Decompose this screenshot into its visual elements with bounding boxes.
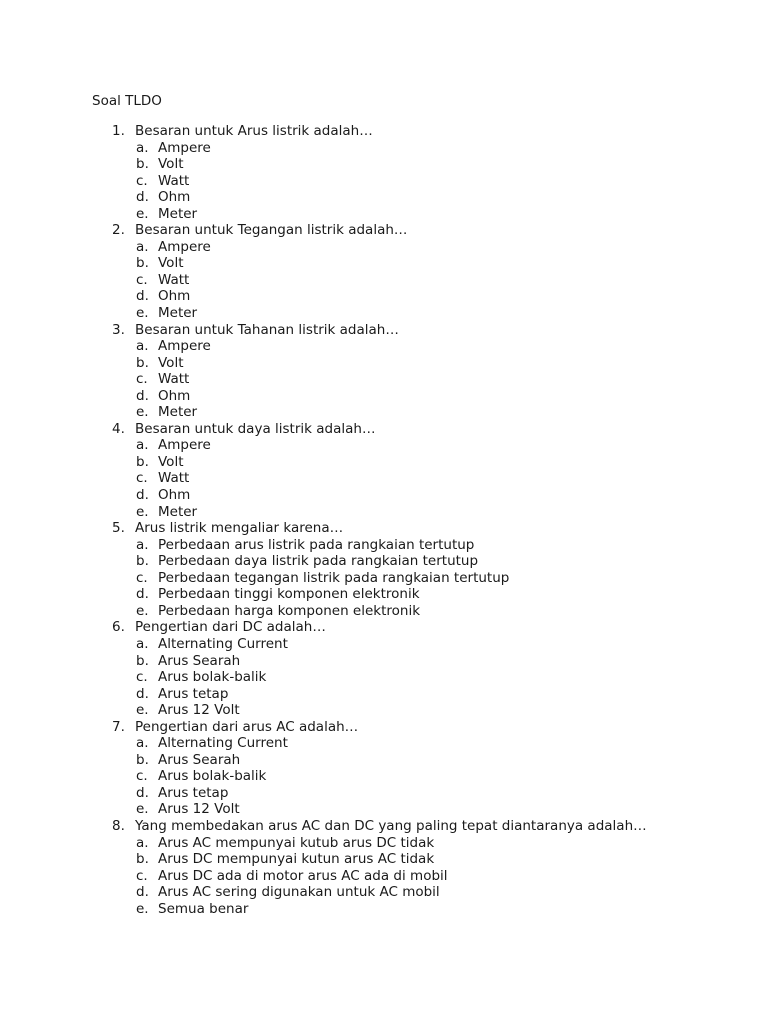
option-letter: b. (136, 851, 149, 868)
option-text: Ampere (158, 238, 211, 255)
option-text: Ohm (158, 288, 191, 305)
option-item (0, 851, 768, 868)
option-text: Perbedaan daya listrik pada rangkaian tertutup (158, 553, 479, 570)
option-letter: d. (136, 784, 149, 801)
option-text: Ohm (158, 387, 191, 404)
question-number: 6. (112, 619, 125, 636)
question-line (0, 520, 768, 537)
option-text: Arus DC ada di motor arus AC ada di mobil (158, 867, 448, 884)
option-list (0, 140, 768, 223)
option-letter: b. (136, 354, 149, 371)
option-text: Meter (158, 305, 198, 322)
option-list (0, 835, 768, 918)
question-item (0, 818, 768, 917)
option-text: Perbedaan tegangan listrik pada rangkaian tertutup (158, 569, 510, 586)
option-item (0, 537, 768, 554)
option-item (0, 156, 768, 173)
option-text: Perbedaan harga komponen elektronik (158, 602, 421, 619)
option-text: Watt (158, 470, 190, 487)
question-line (0, 322, 768, 339)
option-text: Meter (158, 205, 198, 222)
question-text: Besaran untuk Tahanan listrik adalah… (135, 321, 399, 338)
option-text: Volt (158, 354, 184, 371)
option-list (0, 437, 768, 520)
question-number: 5. (112, 520, 125, 537)
option-list (0, 636, 768, 719)
question-item (0, 619, 768, 718)
option-letter: c. (136, 669, 148, 686)
question-text: Besaran untuk Arus listrik adalah… (135, 123, 373, 139)
option-item (0, 239, 768, 256)
option-letter: e. (136, 900, 149, 917)
option-letter: a. (136, 536, 149, 553)
option-letter: c. (136, 768, 148, 785)
question-text: Arus listrik mengaliar karena… (135, 520, 344, 537)
option-item (0, 702, 768, 719)
option-letter: a. (136, 635, 149, 652)
option-text: Alternating Current (158, 635, 288, 652)
option-text: Semua benar (158, 900, 249, 917)
option-text: Volt (158, 453, 184, 470)
option-text: Watt (158, 172, 190, 189)
option-letter: d. (136, 487, 149, 504)
option-letter: b. (136, 453, 149, 470)
option-text: Ampere (158, 437, 211, 454)
option-item (0, 437, 768, 454)
option-text: Arus bolak-balik (158, 768, 267, 785)
option-text: Arus Searah (158, 652, 241, 669)
option-list (0, 735, 768, 818)
question-number: 3. (112, 321, 125, 338)
question-item (0, 322, 768, 421)
option-item (0, 653, 768, 670)
option-item (0, 884, 768, 901)
option-list (0, 537, 768, 620)
question-item (0, 123, 768, 222)
question-text: Pengertian dari arus AC adalah… (135, 718, 359, 735)
option-item (0, 835, 768, 852)
option-letter: d. (136, 387, 149, 404)
option-letter: b. (136, 255, 149, 272)
option-letter: c. (136, 569, 148, 586)
option-item (0, 586, 768, 603)
option-letter: e. (136, 801, 149, 818)
option-text: Arus bolak-balik (158, 669, 267, 686)
option-letter: a. (136, 735, 149, 752)
option-letter: b. (136, 751, 149, 768)
option-text: Meter (158, 503, 198, 520)
option-item (0, 371, 768, 388)
option-text: Arus Searah (158, 751, 241, 768)
question-item (0, 222, 768, 321)
option-text: Arus tetap (158, 784, 229, 801)
option-letter: c. (136, 371, 148, 388)
document-title: Soal TLDO (92, 93, 162, 109)
option-text: Arus AC sering digunakan untuk AC mobil (158, 884, 440, 901)
option-item (0, 669, 768, 686)
option-letter: b. (136, 156, 149, 173)
question-text: Besaran untuk daya listrik adalah… (135, 420, 376, 437)
question-text: Besaran untuk Tegangan listrik adalah… (135, 222, 408, 239)
option-letter: b. (136, 553, 149, 570)
question-number: 1. (112, 123, 125, 139)
question-item (0, 520, 768, 619)
option-item (0, 504, 768, 521)
option-item (0, 305, 768, 322)
option-item (0, 752, 768, 769)
option-letter: d. (136, 884, 149, 901)
option-text: Ampere (158, 338, 211, 355)
option-text: Watt (158, 271, 190, 288)
option-list (0, 239, 768, 322)
option-item (0, 686, 768, 703)
option-letter: e. (136, 702, 149, 719)
question-item (0, 421, 768, 520)
question-line (0, 818, 768, 835)
option-item (0, 140, 768, 157)
option-list (0, 338, 768, 421)
option-item (0, 404, 768, 421)
question-number: 8. (112, 817, 125, 834)
option-item (0, 189, 768, 206)
option-text: Alternating Current (158, 735, 288, 752)
option-letter: d. (136, 586, 149, 603)
option-text: Volt (158, 156, 184, 173)
option-item (0, 388, 768, 405)
option-item (0, 288, 768, 305)
option-letter: a. (136, 338, 149, 355)
option-letter: d. (136, 189, 149, 206)
option-item (0, 454, 768, 471)
option-item (0, 801, 768, 818)
option-letter: c. (136, 172, 148, 189)
option-text: Arus 12 Volt (158, 801, 240, 818)
question-list (0, 123, 768, 917)
option-item (0, 553, 768, 570)
question-line (0, 619, 768, 636)
option-item (0, 338, 768, 355)
option-text: Watt (158, 371, 190, 388)
option-letter: d. (136, 685, 149, 702)
option-item (0, 470, 768, 487)
option-text: Meter (158, 404, 198, 421)
option-letter: d. (136, 288, 149, 305)
option-text: Perbedaan arus listrik pada rangkaian tertutup (158, 536, 475, 553)
question-line (0, 719, 768, 736)
option-item (0, 785, 768, 802)
option-text: Arus DC mempunyai kutun arus AC tidak (158, 851, 435, 868)
option-item (0, 603, 768, 620)
question-text: Pengertian dari DC adalah… (135, 619, 326, 636)
question-line (0, 222, 768, 239)
option-item (0, 901, 768, 918)
question-number: 2. (112, 222, 125, 239)
option-text: Arus AC mempunyai kutub arus DC tidak (158, 834, 435, 851)
question-text: Yang membedakan arus AC dan DC yang paling tepat diantaranya adalah… (135, 817, 647, 834)
option-letter: e. (136, 503, 149, 520)
question-item (0, 719, 768, 818)
option-item (0, 272, 768, 289)
option-text: Perbedaan tinggi komponen elektronik (158, 586, 420, 603)
option-text: Ampere (158, 139, 211, 156)
option-letter: c. (136, 867, 148, 884)
option-item (0, 487, 768, 504)
option-text: Arus tetap (158, 685, 229, 702)
option-letter: a. (136, 834, 149, 851)
option-letter: b. (136, 652, 149, 669)
option-letter: e. (136, 305, 149, 322)
option-item (0, 173, 768, 190)
option-item (0, 255, 768, 272)
option-letter: a. (136, 238, 149, 255)
question-line (0, 421, 768, 438)
question-line (0, 123, 768, 140)
option-letter: a. (136, 437, 149, 454)
option-text: Volt (158, 255, 184, 272)
option-text: Arus 12 Volt (158, 702, 240, 719)
option-letter: e. (136, 602, 149, 619)
option-item (0, 735, 768, 752)
option-text: Ohm (158, 189, 191, 206)
option-item (0, 206, 768, 223)
question-number: 4. (112, 420, 125, 437)
question-number: 7. (112, 718, 125, 735)
option-item (0, 868, 768, 885)
option-letter: c. (136, 271, 148, 288)
option-item (0, 636, 768, 653)
option-letter: c. (136, 470, 148, 487)
option-letter: a. (136, 139, 149, 156)
option-letter: e. (136, 205, 149, 222)
option-text: Ohm (158, 487, 191, 504)
option-item (0, 355, 768, 372)
option-letter: e. (136, 404, 149, 421)
option-item (0, 768, 768, 785)
option-item (0, 570, 768, 587)
